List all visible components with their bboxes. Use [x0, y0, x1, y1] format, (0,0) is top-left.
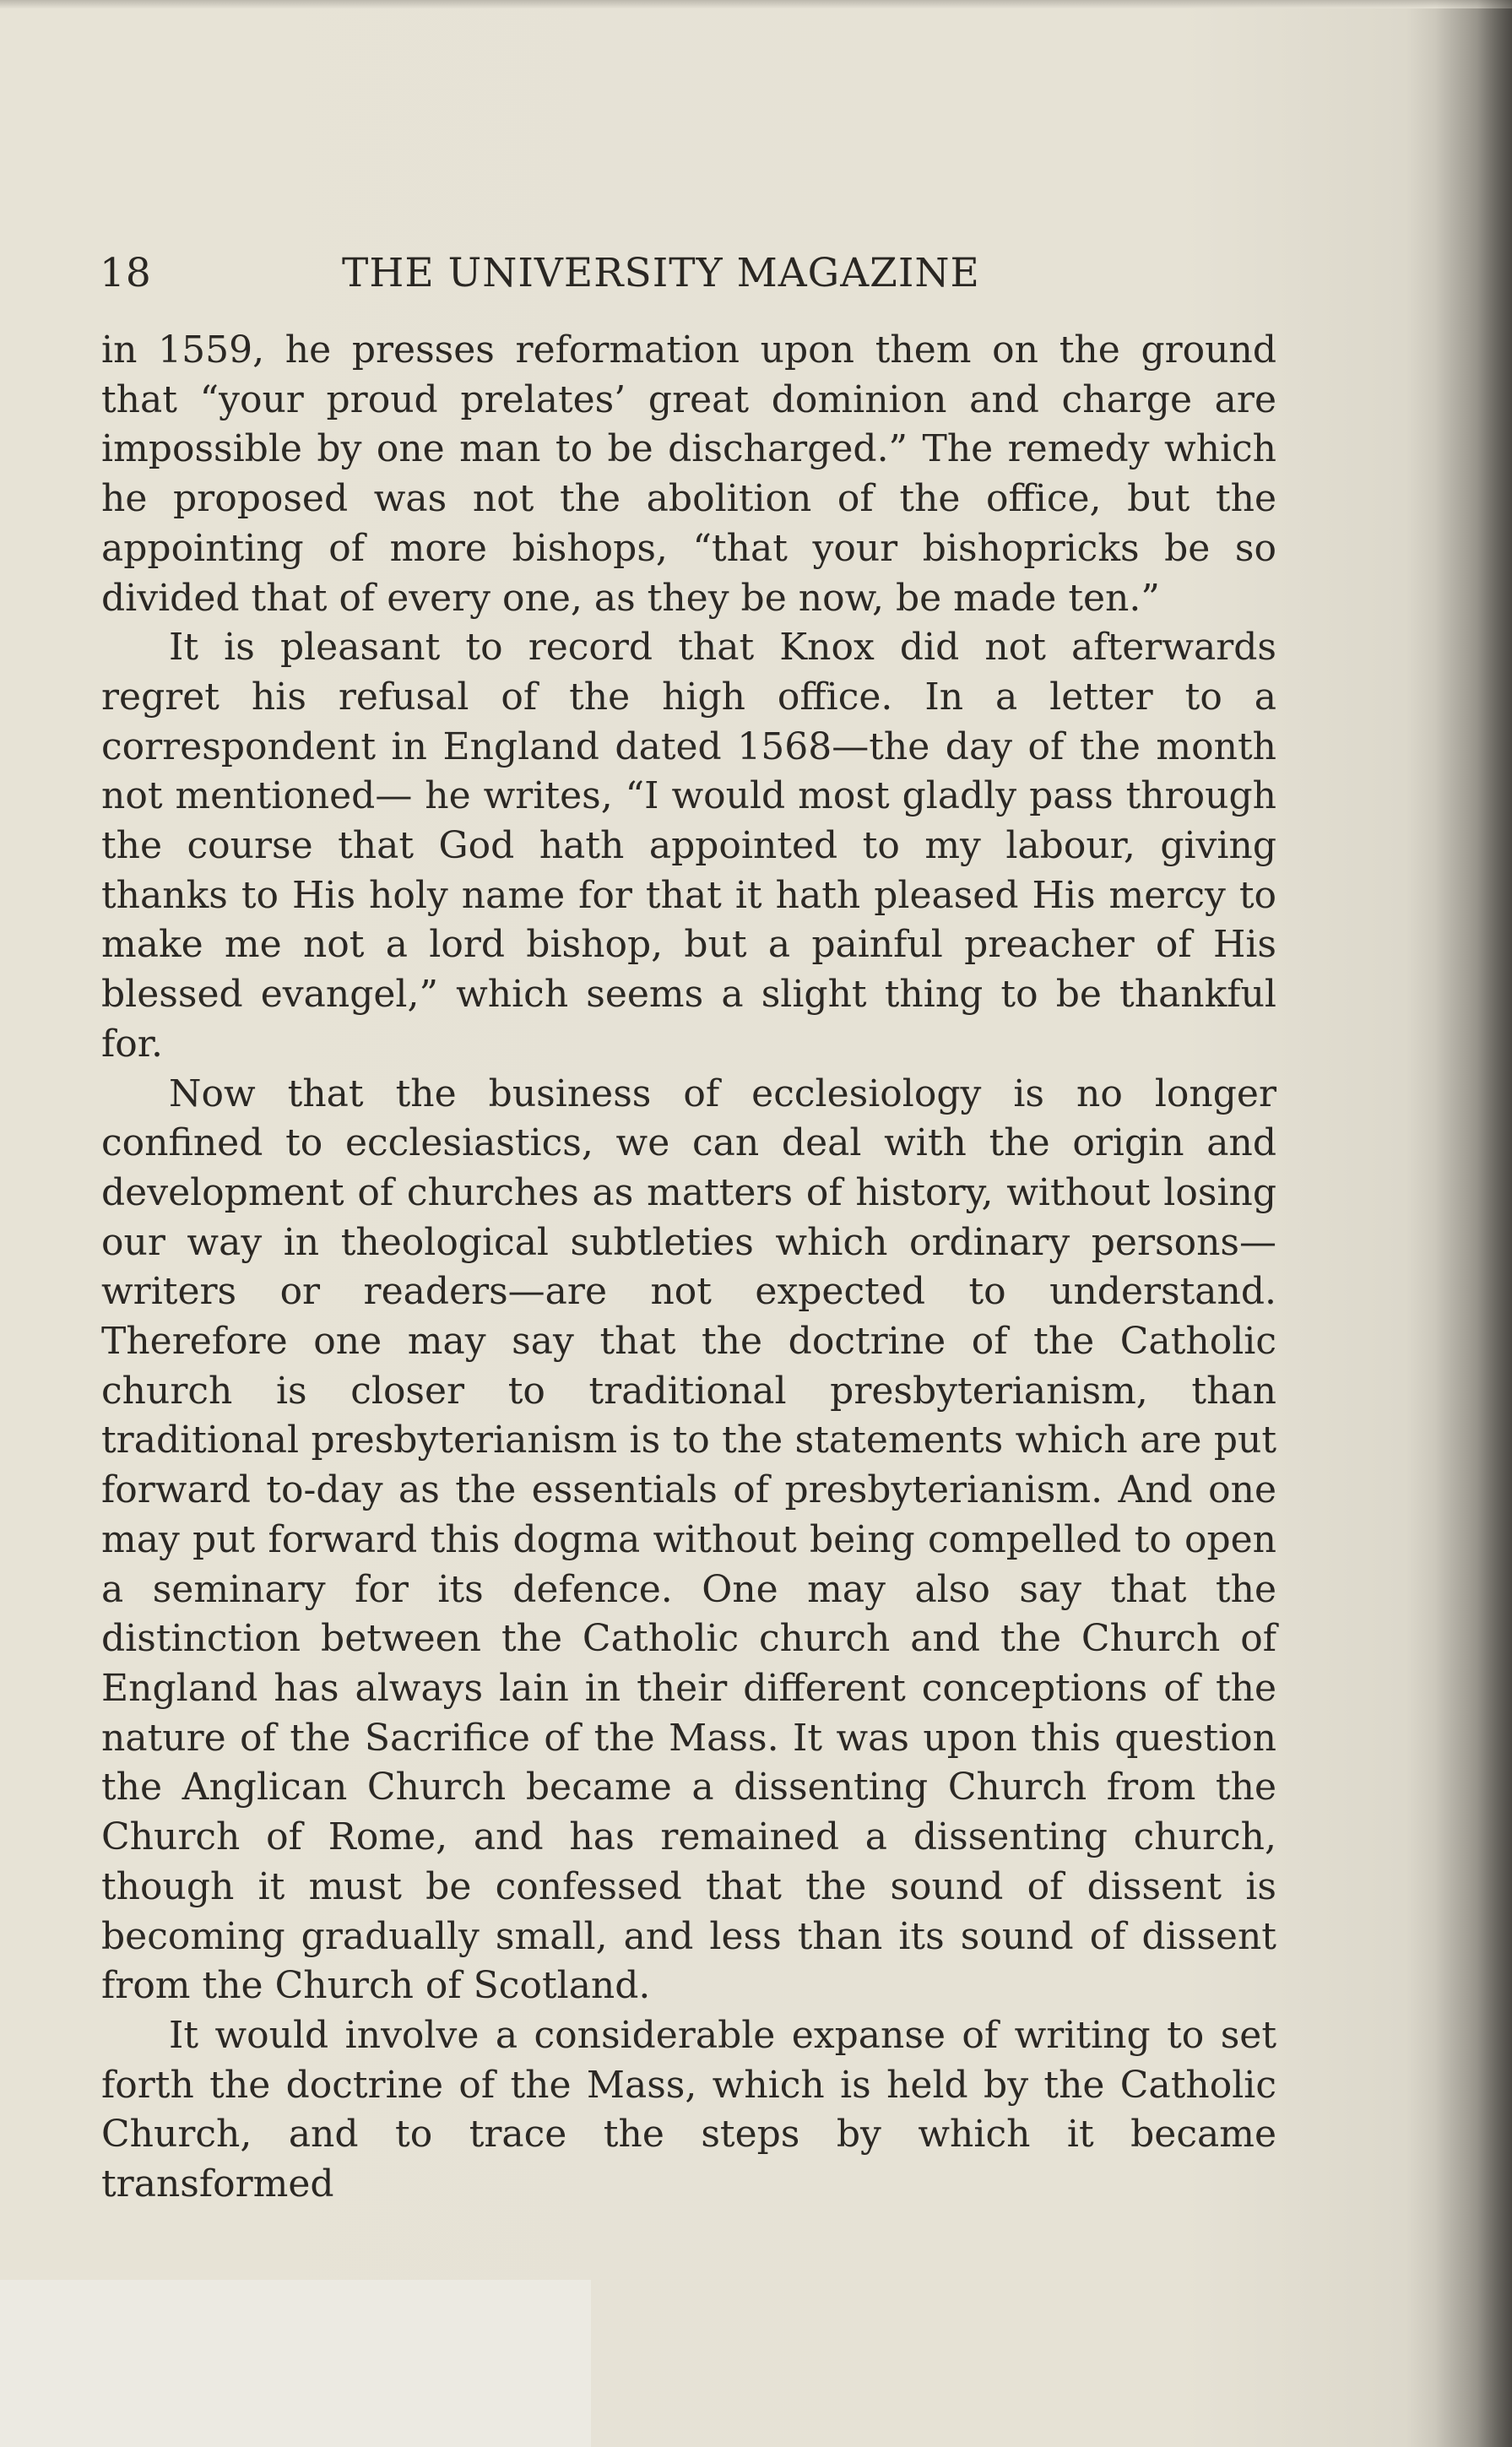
running-head — [100, 250, 994, 301]
page-top-edge — [0, 0, 1512, 8]
paragraph-1: in 1559, he presses reformation upon them on the ground that “your proud prelates’ great dominion and charge are impossible by one man to be discharged.” The remedy which he proposed was not the abolition of the office, but the appointing of more bishops, “that your bishopricks be so divided that of every one, as they be now, be made ten.” — [101, 328, 1276, 620]
running-title: THE UNIVERSITY MAGAZINE — [342, 250, 980, 296]
binding-shadow — [1435, 0, 1512, 2447]
page-number: 18 — [100, 250, 152, 296]
paragraph-2: It is pleasant to record that Knox did not afterwards regret his refusal of the high office. In a letter to a correspondent in England dated 1568—the day of the month not mentioned— he writes, “I would most gladly pass through the course that God hath appointed to my labour, giving thanks to His holy name for that it hath pleased His mercy to make me not a lord bishop, but a painful preacher of His blessed evangel,” which seems a slight thing to be thankful for. — [101, 626, 1276, 1066]
paragraph-4: It would involve a considerable expanse of writing to set forth the doctrine of the Mass, which is held by the Catholic Church, and to trace the steps by which it became transformed — [101, 2013, 1276, 2206]
paragraph-3: Now that the business of ecclesiology is no longer confined to ecclesiastics, we can deal with the origin and development of churches as matters of history, without losing our way in theological subtleties which ordinary persons—writers or readers—are not expected to understand. Therefore one may say that the doctrine of the Catholic church is closer to traditional presbyterianism, than traditional presbyterianism is to the statements which are put forward to-day as the essentials of presbyterianism. And one may put forward this dogma without being compelled to open a seminary for its defence. One may also say that the distinction between the Catholic church and the Church of England has always lain in their different conceptions of the nature of the Sacrifice of the Mass. It was upon this question the Anglican Church became a dissenting Church from the Church of Rome, and has remained a dissenting church, though it must be confessed that the sound of dissent is becoming gradually small, and less than its sound of dissent from the Church of Scotland. — [101, 1072, 1276, 2008]
page-bottom-corner — [0, 2280, 591, 2447]
body-text — [101, 326, 1276, 2210]
